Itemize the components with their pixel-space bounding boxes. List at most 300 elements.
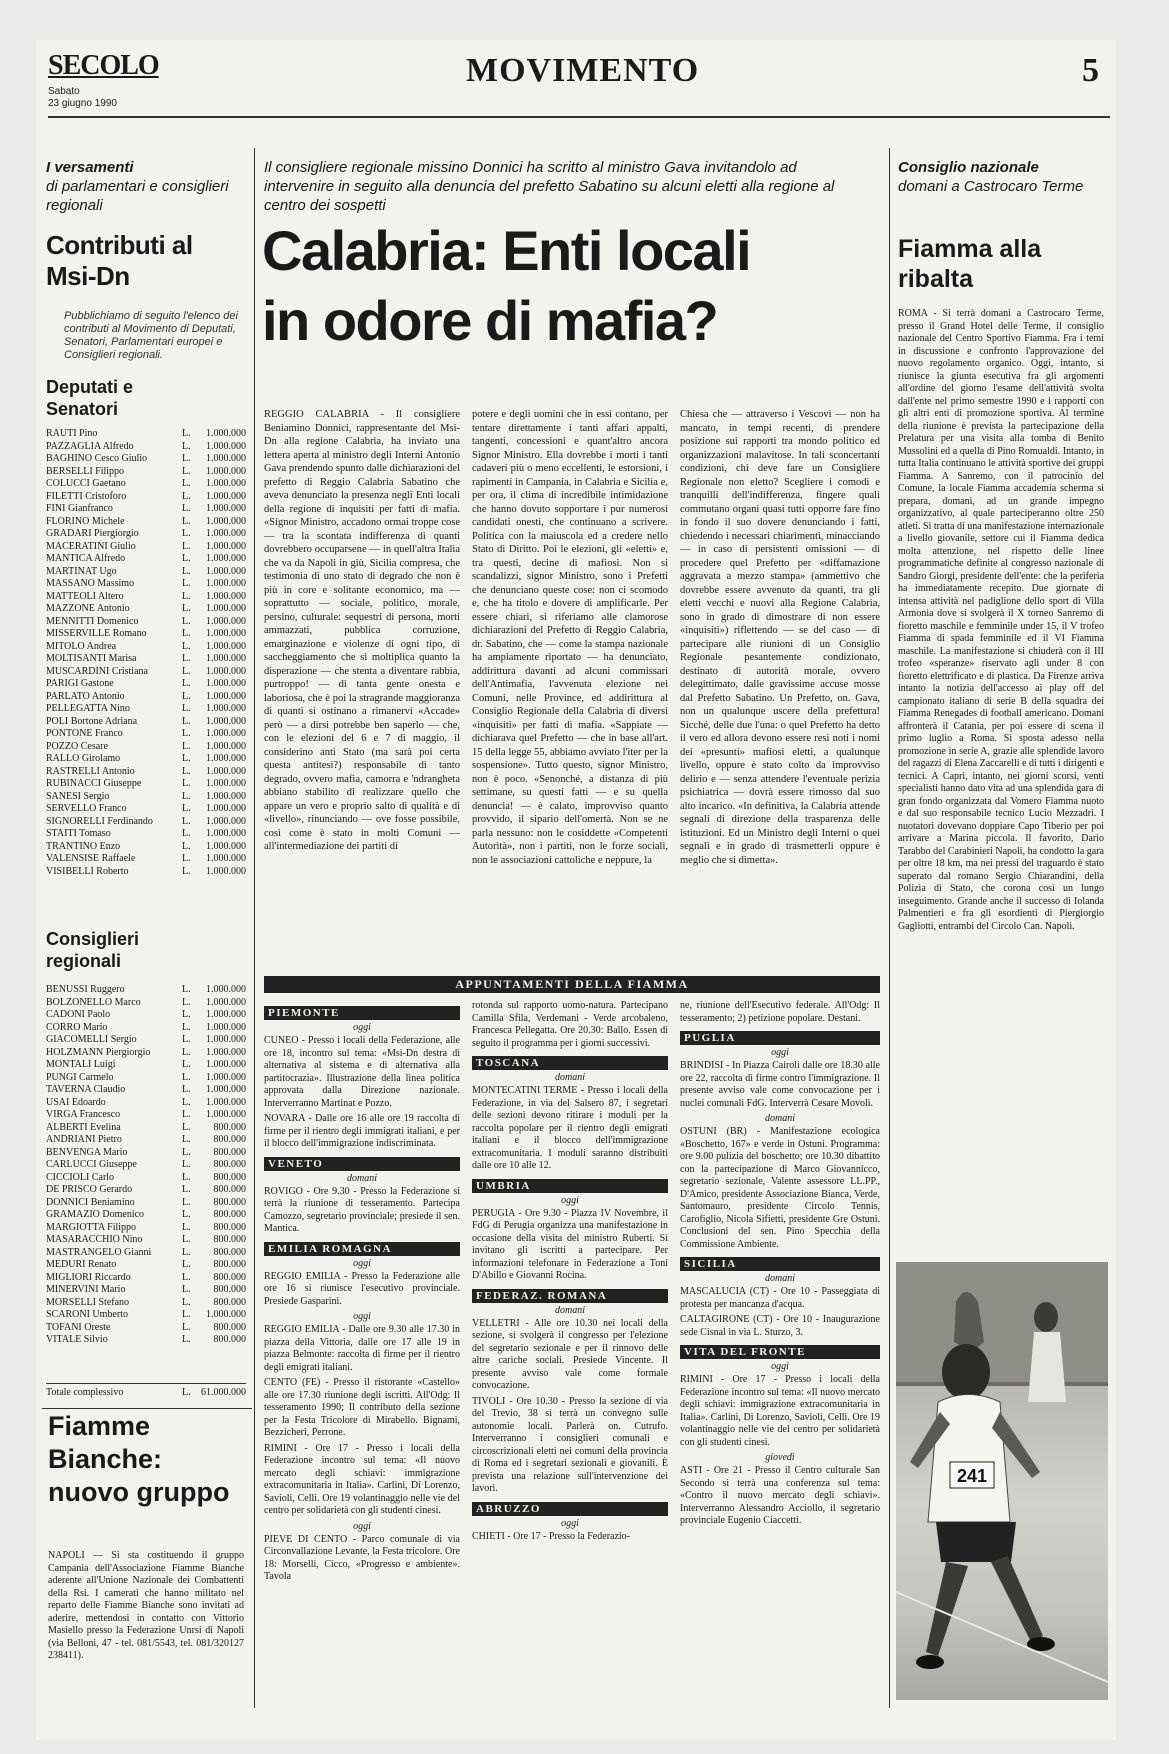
contributor-name: POZZO Cesare	[46, 740, 108, 752]
contributor-row	[46, 491, 246, 504]
contribution-amount: 1.000.000	[206, 1109, 246, 1120]
currency: L.	[182, 753, 191, 764]
left-title: Contributi al Msi-Dn	[46, 230, 193, 291]
contributor-name: FLORINO Michele	[46, 515, 125, 527]
currency: L.	[182, 1196, 191, 1208]
contributor-row	[46, 1147, 246, 1160]
appointment-entry: MASCALUCIA (CT) - Ore 10 - Passeggiata di protesta per mancanza d'acqua.	[680, 1286, 880, 1310]
contributor-row	[46, 1122, 246, 1135]
contributor-name: ALBERTI Evelina	[46, 1121, 121, 1133]
contributor-row	[46, 1234, 246, 1247]
appointment-day: oggi	[353, 1257, 371, 1269]
contributor-name: CICCIOLI Carlo	[46, 1171, 115, 1183]
currency: L.	[182, 1309, 191, 1320]
currency: L.	[182, 728, 191, 739]
contributor-name: DONNICI Beniamino	[46, 1196, 135, 1208]
currency: L.	[182, 1209, 191, 1220]
contributor-name: MONTALI Luigi	[46, 1059, 116, 1070]
contributor-name: MORSELLI Stefano	[46, 1296, 130, 1308]
contributor-row	[46, 516, 246, 529]
contribution-amount: 1.000.000	[206, 778, 246, 789]
contributor-name: GRADARI Piergiorgio	[46, 528, 139, 539]
contributor-row	[46, 753, 246, 766]
contributor-name: MEDURI Renato	[46, 1259, 117, 1270]
appointment-entry: RIMINI - Ore 17 - Presso i locali della Federazione incontro sul tema: «Il nuovo mercato degli schiavi: immigrazione extracomunitaria in Italia». Carlini, Di Lorenzo, Savioli, Celli. Ore 19 volantinaggio nelle vie del centro per solidarietà con gli studenti cinesi.	[680, 1374, 880, 1448]
appointment-day: domani	[347, 1172, 377, 1184]
contribution-amount: 1.000.000	[206, 740, 246, 752]
currency: L.	[182, 765, 191, 777]
currency: L.	[182, 1009, 191, 1020]
contribution-amount: 800.000	[213, 1284, 246, 1295]
appointment-day: oggi	[771, 1361, 789, 1372]
contributor-row	[46, 703, 246, 716]
contributor-name: BOLZONELLO Marco	[46, 996, 141, 1008]
issue-day: Sabato	[48, 86, 80, 97]
contributor-name: SERVELLO Franco	[46, 803, 127, 814]
currency: L.	[182, 1084, 191, 1095]
contribution-amount: 1.000.000	[206, 515, 246, 527]
contributor-name: FILETTI Cristoforo	[46, 490, 127, 502]
contributor-name: MATTEOLI Altero	[46, 590, 124, 602]
contributor-row	[46, 1009, 246, 1022]
currency: L.	[182, 590, 191, 602]
contributor-name: MANTICA Alfredo	[46, 553, 126, 564]
contribution-amount: 1.000.000	[206, 503, 246, 514]
currency: L.	[182, 1171, 191, 1183]
masthead-rule	[48, 116, 1110, 118]
contributor-name: ANDRIANI Pietro	[46, 1134, 122, 1145]
contributor-name: MENNITTI Domenico	[46, 615, 139, 627]
contribution-amount: 1.000.000	[206, 1009, 246, 1020]
column-divider	[889, 148, 890, 1708]
contributor-name: MACERATINI Giulio	[46, 540, 136, 552]
currency: L.	[182, 1271, 191, 1283]
contribution-amount: 1.000.000	[206, 865, 246, 877]
appointment-day: oggi	[353, 1022, 371, 1033]
consiglieri-list	[46, 984, 246, 1347]
contribution-amount: 1.000.000	[206, 753, 246, 764]
contributor-row	[46, 1322, 246, 1335]
contributor-row	[46, 1134, 246, 1147]
page-number: 5	[1082, 52, 1099, 89]
contributor-row	[46, 778, 246, 791]
contributor-name: SCARONI Umberto	[46, 1309, 128, 1320]
contributor-name: PONTONE Franco	[46, 728, 123, 739]
region-header: ABRUZZO	[472, 1502, 668, 1516]
appointment-day: giovedì	[765, 1452, 795, 1463]
currency: L.	[182, 503, 191, 514]
article-column-2: potere e degli uomini che in essi contano, per tentare direttamente i tanti affari appalti, tangenti, concessioni e quant'altro ancora Signor Ministro. Ella dovrebbe i morti i tanti cadaveri più o meno eccellenti, le estorsioni, i rapimenti in Campania, in Calabria e Sicilia e, per ora, il clima di incredibile intimidazione che hanno dovuto sopportare i pur numerosi candidati onesti, che continuano a scrivere. Politica con la maiuscola ed a credere nello Stato di Diritto. Poi le elezioni, gli «eletti» e, tra questi, decine di mafiosi. Non si scandalizzi, signor Ministro, sono i Prefetti che denunciano queste cose: non ci scomodo e, che ha titolo e dovere di amplificarle. Per essere chiari, si riferiamo alle clamorose dichiarazioni del Prefetto di Reggio Calabria, dr. Sabatino, che — come la stampa nazionale ha ampiamente riportato — ha denunciato, addirittura davanti ad alcuni commissari dell'Antimafia, l'avvenuta elezione nei Comuni, nelle Province, ed addirittura al Consiglio Regionale della Calabria di diversi «inquisiti» per fatti di mafia. «Sappiate — dichiarava quel Prefetto — che in base all'art. 15 della legge 55, abbiamo avviato l'iter per la sospensione». Tutto questo, signor Ministro, non è poco. «Senonché, a distanza di più settimane, su questi fatti — e su quella denuncia! — è calato, improvviso quanto provvido, il sipario dell'omertà. Non se ne parla nessuno: non le cosiddette «Competenti Autorità», non i partiti, non le forze sociali, non le associazioni cattoliche e neppure, la	[472, 409, 668, 866]
contributor-row	[46, 741, 246, 754]
contributor-row	[46, 841, 246, 854]
contributor-name: TRANTINO Enzo	[46, 840, 121, 852]
contributor-name: VISIBELLI Roberto	[46, 865, 129, 877]
currency: L.	[182, 1246, 191, 1258]
currency: L.	[182, 1021, 191, 1033]
currency: L.	[182, 815, 191, 827]
contributor-row	[46, 566, 246, 579]
appointment-entry: ROVIGO - Ore 9.30 - Presso la Federazione si terrà la riunione di tesseramento. Partecipa Camozzo, segretario provinciale; presiede il sen. Mantica.	[264, 1185, 460, 1234]
currency: L.	[182, 515, 191, 527]
appointment-day: domani	[765, 1273, 795, 1284]
runner-illustration	[896, 1262, 1108, 1700]
contributor-name: STAITI Tomaso	[46, 828, 111, 839]
contributor-name: RALLO Girolamo	[46, 753, 121, 764]
contribution-amount: 1.000.000	[206, 1096, 246, 1108]
appointment-entry: REGGIO EMILIA - Presso la Federazione alle ore 16 si riunisce l'esecutivo provinciale. Presiede Gasparini.	[264, 1270, 460, 1307]
contributor-row	[46, 641, 246, 654]
currency: L.	[182, 1121, 191, 1133]
contributor-name: CORRO Mario	[46, 1021, 108, 1033]
contribution-amount: 800.000	[213, 1146, 246, 1158]
contributor-name: MITOLO Andrea	[46, 640, 117, 652]
contributor-row	[46, 628, 246, 641]
contributor-row	[46, 1259, 246, 1272]
currency: L.	[182, 1109, 191, 1120]
newspaper-page	[36, 40, 1116, 1740]
appointment-entry: ASTI - Ore 21 - Presso il Centro culturale San Secondo si terrà una conferenza sul tema: «Contro il nuovo mercato degli schiavi». Interverranno Alessandro Acciollo, il segretario provinciale Eugenio Ciaccetti.	[680, 1465, 880, 1526]
issue-date: 23 giugno 1990	[48, 98, 117, 109]
appointment-entry: REGGIO EMILIA - Dalle ore 9.30 alle 17.30 in piazza della Vittoria, dalle ore 17 alle 19 in piazza Belmonte: raccolta di firme per il rientro degli emigrati italiani.	[264, 1324, 460, 1373]
contribution-amount: 1.000.000	[206, 578, 246, 589]
contributor-name: SIGNORELLI Ferdinando	[46, 815, 153, 827]
currency: L.	[182, 840, 191, 852]
contributor-name: BENUSSI Ruggero	[46, 984, 125, 995]
contribution-amount: 1.000.000	[206, 1046, 246, 1058]
contribution-amount: 1.000.000	[206, 853, 246, 864]
contributor-row	[46, 1184, 246, 1197]
currency: L.	[182, 653, 191, 664]
contributor-name: PARLATO Antonio	[46, 690, 125, 702]
currency: L.	[182, 440, 191, 452]
contribution-amount: 1.000.000	[206, 1071, 246, 1083]
contribution-amount: 1.000.000	[206, 1309, 246, 1320]
appointment-entry: RIMINI - Ore 17 - Presso i locali della Federazione incontro sul tema: «Il nuovo mercato degli schiavi: immigrazione extracomunitaria in Italia». Carlini, Di Lorenzo, Savioli, Celli. Ore 19 volantinaggio nelle vie del centro per solidarietà con gli studenti cinesi.	[264, 1442, 460, 1516]
appointment-entry: MONTECATINI TERME - Presso i locali della Federazione, in via del Salsero 87, i segretari delle sezioni devono ritirare i moduli per la raccolta popolare per il rientro degli emigrati italiani e il blocco dell'immigrazione extracomunitaria. I moduli saranno distribuiti dalle ore 10 alle 12.	[472, 1085, 668, 1171]
runner-bib-number: 241	[956, 1466, 988, 1486]
contribution-amount: 800.000	[213, 1184, 246, 1195]
contributor-name: VALENSISE Raffaele	[46, 853, 136, 864]
appointment-day: oggi	[561, 1517, 579, 1529]
contribution-amount: 1.000.000	[206, 565, 246, 577]
contribution-amount: 800.000	[213, 1209, 246, 1220]
contributor-row	[46, 816, 246, 829]
contribution-amount: 1.000.000	[206, 765, 246, 777]
contribution-amount: 1.000.000	[206, 553, 246, 564]
article-column-1: REGGIO CALABRIA - Il consigliere Beniamino Donnici, rappresentante del Msi-Dn alla regione Calabria, ha inviato una lettera aperta al ministro degli Interni Antonio Gava prendendo spunto dalle dichiarazioni del prefetto di Reggio Calabria Sabatino che aveva denunciato la presenza negli Enti locali della regione di inquisiti per fatti di mafia. «Signor Ministro, accadono ormai troppe cose — tra la scontata indifferenza di quanti dovrebbero occuparsene — in quell'altra Italia che va da Napoli in giù, Sicilia compresa, che testimonia di uno stato di degrado che non è più in core e solitante economico, ma — soprattutto — sociale, politico, morale, persino, culturale: sequestri di persona, morti ammazzati, pubblica corruzione, emarginazione e violenze di ogni tipo, di saccheggiamento che si moltiplica quanto la disperazione — che stenta a diventare rabbia, purtroppo! — di tanta gente onesta e laboriosa, che è poi la stragrande maggioranza di quanti si ostinano a rimanervi «Accade» però — a dirsi potrebbe ben saperlo — che, con le elezioni del 6 e 7 di maggio, il considerino anti Stato (ma sarà poi certa questa antitesi?) responsabile di tanto degrado, ovvero mafia, camorra e 'ndrangheta abbiano stabilito di realizzare quello che appare un vero e proprio salto di qualità e di «livello», rinunciando — ove fosse possibile, così come è stato in molti Comuni — all'intermediazione dei partiti di	[264, 409, 460, 852]
contributor-row	[46, 578, 246, 591]
contributor-row	[46, 1034, 246, 1047]
contributor-row	[46, 1309, 246, 1322]
contributor-row	[46, 716, 246, 729]
contribution-amount: 800.000	[213, 1221, 246, 1233]
contributor-name: USAI Edoardo	[46, 1096, 106, 1108]
contribution-amount: 1.000.000	[206, 478, 246, 489]
contribution-amount: 1.000.000	[206, 653, 246, 664]
currency: L.	[182, 1159, 191, 1170]
contribution-amount: 1.000.000	[206, 815, 246, 827]
contribution-amount: 1.000.000	[206, 828, 246, 839]
currency: L.	[182, 1296, 191, 1308]
contributor-name: MASARACCHIO Nino	[46, 1234, 143, 1245]
consiglieri-title: Consiglieri regionali	[46, 929, 140, 971]
appointment-day: oggi	[771, 1047, 789, 1058]
contributor-name: VITALE Silvio	[46, 1334, 108, 1345]
contribution-amount: 1.000.000	[206, 603, 246, 614]
contributor-name: PAZZAGLIA Alfredo	[46, 440, 134, 452]
contributor-row	[46, 1072, 246, 1085]
contributor-row	[46, 616, 246, 629]
contribution-amount: 800.000	[213, 1171, 246, 1183]
contributor-row	[46, 478, 246, 491]
contributor-row	[46, 1022, 246, 1035]
right-title: Fiamma alla ribalta	[898, 235, 1042, 293]
contributor-name: PELLEGATTA Nino	[46, 703, 130, 714]
contributor-name: CARLUCCI Giuseppe	[46, 1159, 137, 1170]
currency: L.	[182, 715, 191, 727]
contribution-amount: 1.000.000	[206, 640, 246, 652]
total-row	[46, 1383, 246, 1400]
contribution-amount: 1.000.000	[206, 540, 246, 552]
contributor-name: MASSANO Massimo	[46, 578, 135, 589]
currency: L.	[182, 803, 191, 814]
contribution-amount: 1.000.000	[206, 428, 246, 439]
currency: L.	[182, 1221, 191, 1233]
contribution-amount: 800.000	[213, 1271, 246, 1283]
currency: L.	[182, 565, 191, 577]
contribution-amount: 800.000	[213, 1159, 246, 1170]
appointment-entry: VELLETRI - Alle ore 10.30 nei locali della sezione, si svolgerà il congresso per l'elezione del segretario sezionale e per il rinnovo delle altre cariche sociali. Presiede Vincente. Il presente avviso vale come formale convocazione.	[472, 1317, 668, 1391]
fiamme-title: Fiamme Bianche: nuovo gruppo	[48, 1411, 230, 1507]
appointment-day: domani	[555, 1072, 585, 1083]
contributor-row	[46, 653, 246, 666]
currency: L.	[182, 1284, 191, 1295]
currency: L.	[182, 740, 191, 752]
contribution-amount: 1.000.000	[206, 715, 246, 727]
currency: L.	[182, 828, 191, 839]
right-kicker-rest: domani a Castrocaro Terme	[898, 178, 1084, 195]
region-header: VITA DEL FRONTE	[680, 1345, 880, 1359]
region-header: PIEMONTE	[264, 1006, 460, 1020]
contributor-row	[46, 791, 246, 804]
contribution-amount: 800.000	[213, 1296, 246, 1308]
contribution-amount: 1.000.000	[206, 690, 246, 702]
appointment-day: oggi	[353, 1520, 371, 1532]
currency: L.	[182, 540, 191, 552]
appointment-entry: CENTO (FE) - Presso il ristorante «Castello» alle ore 17.30 riunione degli iscritti. All'Odg: Il tesseramento 1990; Il contributo della sezione per la Festa Tricolore di Mirabello. Bignami, Bezzicheri, Perrone.	[264, 1377, 460, 1438]
contribution-amount: 1.000.000	[206, 490, 246, 502]
contributor-row	[46, 828, 246, 841]
contribution-amount: 1.000.000	[206, 803, 246, 814]
appuntamenti-column-3	[680, 1000, 880, 1700]
region-header: PUGLIA	[680, 1031, 880, 1045]
contributor-row	[46, 1284, 246, 1297]
contributor-name: MARGIOTTA Filippo	[46, 1221, 137, 1233]
currency: L.	[182, 1071, 191, 1083]
currency: L.	[182, 790, 191, 802]
contribution-amount: 1.000.000	[206, 628, 246, 639]
contribution-amount: 1.000.000	[206, 590, 246, 602]
total-label: Totale complessivo	[46, 1387, 124, 1398]
contributor-name: TAVERNA Claudio	[46, 1084, 126, 1095]
contribution-amount: 1.000.000	[206, 465, 246, 477]
contributor-row	[46, 603, 246, 616]
currency: L.	[182, 465, 191, 477]
currency: L.	[182, 865, 191, 877]
contributor-row	[46, 803, 246, 816]
contributor-name: RASTRELLI Antonio	[46, 765, 135, 777]
contributor-row	[46, 1297, 246, 1310]
contributor-name: MIGLIORI Riccardo	[46, 1271, 131, 1283]
currency: L.	[182, 1184, 191, 1195]
center-kicker: Il consigliere regionale missino Donnici ha scritto al ministro Gava invitandolo ad intervenire in seguito alla denuncia del prefetto Sabatino su alcuni eletti alla regione al centro dei sospetti	[264, 159, 835, 214]
contributor-row	[46, 1084, 246, 1097]
contribution-amount: 800.000	[213, 1246, 246, 1258]
contribution-amount: 1.000.000	[206, 1059, 246, 1070]
currency: L.	[182, 703, 191, 714]
contributor-name: GIACOMELLI Sergio	[46, 1034, 137, 1045]
contributor-row	[46, 1209, 246, 1222]
contributor-row	[46, 1247, 246, 1260]
currency: L.	[182, 490, 191, 502]
contributor-row	[46, 1097, 246, 1110]
contributor-name: GRAMAZIO Domenico	[46, 1209, 145, 1220]
currency: L.	[182, 1034, 191, 1045]
contributor-row	[46, 1109, 246, 1122]
contributor-row	[46, 866, 246, 879]
contributor-name: BERSELLI Filippo	[46, 465, 125, 477]
newspaper-logo: SECOLO	[48, 50, 159, 81]
left-kicker-rest: di parlamentari e consiglieri regionali	[46, 178, 229, 214]
contributor-row	[46, 766, 246, 779]
contributor-row	[46, 553, 246, 566]
region-header: EMILIA ROMAGNA	[264, 1242, 460, 1256]
currency: L.	[182, 1096, 191, 1108]
contribution-amount: 1.000.000	[206, 453, 246, 464]
contributor-row	[46, 441, 246, 454]
contributor-row	[46, 691, 246, 704]
runner-photo	[896, 1262, 1108, 1700]
appointment-entry: OSTUNI (BR) - Manifestazione ecologica «Boschetto, 167» e verde in Ostuni. Programma: ore 9.00 pulizia del boschetto; ore 10.30 dibattito con la partecipazione di Marco Giovannicco, segretario sezionale, Valente assessore LL.PP., D'Amico, presidente Associazione Bianca, Verde, Santomauro, presidente Circolo Tennis, Carofiglio, Nicola Sifietti, presidente Gre Ostuni. Conclusioni del sen. Pino Specchia della Commissione Ambiente.	[680, 1126, 880, 1250]
contributor-row	[46, 453, 246, 466]
region-header: FEDERAZ. ROMANA	[472, 1289, 668, 1303]
currency: L.	[182, 665, 191, 677]
contributor-row	[46, 1047, 246, 1060]
headline-line1: Calabria: Enti locali	[262, 219, 751, 282]
contributor-name: BAGHINO Cesco Giulio	[46, 453, 148, 464]
contributor-name: MISSERVILLE Romano	[46, 628, 147, 639]
contribution-amount: 1.000.000	[206, 440, 246, 452]
article-column-3: Chiesa che — attraverso i Vescovi — non ha mancato, in tempi recenti, di prendere posizione sui rapporti tra mondo politico ed organizzazioni malavitose. In tali sconcertanti condizioni, chi deve fare un Consigliere Regionale non eletto? Scegliere i comodi e tranquilli dell'indifferenza, fingere quali commutano organi quasi tutti opporre fare fino in fondo il suo dovere denunciando i fatti, chiedendo i necessari chiarimenti, minacciando — in caso di persistenti omissioni — di procedere quel Prefetto per «diffamazione aggravata a mezzo stampa» (ammettivo che dovrebbe essere avvenuto da quanti, tra gli eletti vecchi e nuovi alla Regione Calabria, sono in grado di dimostrare di non essere «inquisiti») riflettendo — se del caso — di partecipare alle riunioni di un Consiglio Regionale pesantemente condizionato, destinato di autorità morale, ovvero delegittimato, dalle gravissime accuse mosse dal Prefetto Sabatino. Un Prefetto, on. Gava, non un qualunque uscere della prefettura! Sicché, delle due l'una: o quel Prefetto ha detto il vero ed allora devono essere resi noti i nomi dei «presunti» mafiosi eletti, a qualunque livello, oppure è stato colto da improvviso delirio e — senza attendere l'eventuale perizia psichiatrica — dovrà essere rimosso dal suo alto incarico. «In definitiva, la Calabria attende segnali di direzione della trasparenza delle istituzioni. Ed un Ministro degli Interni o quei segnali e in grado di trasmetterli oppure è meglio che si dimetta».	[680, 409, 880, 866]
currency: L.	[182, 628, 191, 639]
region-header: UMBRIA	[472, 1179, 668, 1193]
contributor-name: TOFANI Oreste	[46, 1321, 111, 1333]
currency: L.	[182, 984, 191, 995]
contributor-name: MOLTISANTI Marisa	[46, 653, 137, 664]
contributor-row	[46, 591, 246, 604]
contribution-amount: 1.000.000	[206, 528, 246, 539]
currency: L.	[182, 1134, 191, 1145]
total-currency: L.	[182, 1387, 191, 1398]
left-box-rule	[42, 1408, 252, 1409]
contributor-row	[46, 678, 246, 691]
currency: L.	[182, 690, 191, 702]
contribution-amount: 1.000.000	[206, 840, 246, 852]
contribution-amount: 1.000.000	[206, 1021, 246, 1033]
contribution-amount: 1.000.000	[206, 678, 246, 689]
appointment-day: domani	[765, 1113, 795, 1124]
contribution-amount: 800.000	[213, 1259, 246, 1270]
contributor-name: POLI Bortone Adriana	[46, 715, 138, 727]
left-kicker-lead: I versamenti	[46, 159, 134, 176]
contributor-name: MINERVINI Mario	[46, 1284, 126, 1295]
appuntamenti-column-2	[472, 1000, 668, 1700]
region-header: VENETO	[264, 1157, 460, 1171]
right-kicker-lead: Consiglio nazionale	[898, 159, 1039, 176]
contributor-row	[46, 728, 246, 741]
contributor-name: RAUTI Pino	[46, 428, 98, 439]
contribution-amount: 1.000.000	[206, 1084, 246, 1095]
contributor-row	[46, 853, 246, 866]
currency: L.	[182, 1321, 191, 1333]
contribution-amount: 1.000.000	[206, 703, 246, 714]
currency: L.	[182, 478, 191, 489]
contributor-row	[46, 1197, 246, 1210]
contribution-amount: 1.000.000	[206, 1034, 246, 1045]
appuntamenti-bar: APPUNTAMENTI DELLA FIAMMA	[264, 976, 880, 993]
currency: L.	[182, 615, 191, 627]
contributor-name: DE PRISCO Gerardo	[46, 1184, 133, 1195]
contributor-row	[46, 1334, 246, 1347]
contributor-name: RUBINACCI Giuseppe	[46, 778, 142, 789]
currency: L.	[182, 428, 191, 439]
contribution-amount: 1.000.000	[206, 996, 246, 1008]
contributor-row	[46, 428, 246, 441]
contributor-name: MASTRANGELO Gianni	[46, 1246, 152, 1258]
contributor-row	[46, 503, 246, 516]
appointment-entry: rotonda sul rapporto uomo-natura. Partecipano Camilla Sfila, Verdemani - Verde arcobaleno, Francesca Pellegatta. Ore 20.30: Ballo. Essen di seguito il programma per i giorni successivi.	[472, 1000, 668, 1049]
currency: L.	[182, 603, 191, 614]
region-header: TOSCANA	[472, 1056, 668, 1070]
appointment-entry: PERUGIA - Ore 9.30 - Piazza IV Novembre, il FdG di Perugia organizza una manifestazione in occasione della visita del ministro Ruberti. Si invitano gli iscritti a partecipare. Per informazioni telefonare in Federazione a Toni D'Abillo e Giovanni Rocina.	[472, 1207, 668, 1281]
appointment-entry: CHIETI - Ore 17 - Presso la Federazio-	[472, 1530, 631, 1542]
contributor-name: CADONI Paolo	[46, 1009, 111, 1020]
contributor-name: VIRGA Francesco	[46, 1109, 121, 1120]
currency: L.	[182, 996, 191, 1008]
appointment-entry: CUNEO - Presso i locali della Federazione, alle ore 18, incontro sul tema: «Msi-Dn destra di alternativa al sistema e di alternativa alla partitocrazia». Illustrazione della linea politica approvata dalla Direzione nazionale. Interverranno Martinat e Pozzo.	[264, 1035, 460, 1109]
contributor-name: COLUCCI Gaetano	[46, 478, 126, 489]
contributor-row	[46, 1272, 246, 1285]
currency: L.	[182, 578, 191, 589]
contribution-amount: 1.000.000	[206, 790, 246, 802]
contributor-name: MARTINAT Ugo	[46, 565, 117, 577]
deputati-list	[46, 428, 246, 878]
total-value: 61.000.000	[201, 1387, 246, 1398]
contribution-amount: 800.000	[213, 1134, 246, 1145]
currency: L.	[182, 1059, 191, 1070]
contributor-row	[46, 997, 246, 1010]
contributor-row	[46, 1159, 246, 1172]
contributor-row	[46, 541, 246, 554]
appointment-day: domani	[555, 1304, 585, 1316]
contribution-amount: 1.000.000	[206, 665, 246, 677]
contributor-name: MAZZONE Antonio	[46, 603, 130, 614]
currency: L.	[182, 453, 191, 464]
appointment-entry: ne, riunione dell'Esecutivo federale. All'Odg: Il tesseramento; 2) petizione popolare. Destani.	[680, 1000, 880, 1024]
currency: L.	[182, 853, 191, 864]
currency: L.	[182, 678, 191, 689]
contribution-amount: 1.000.000	[206, 984, 246, 995]
